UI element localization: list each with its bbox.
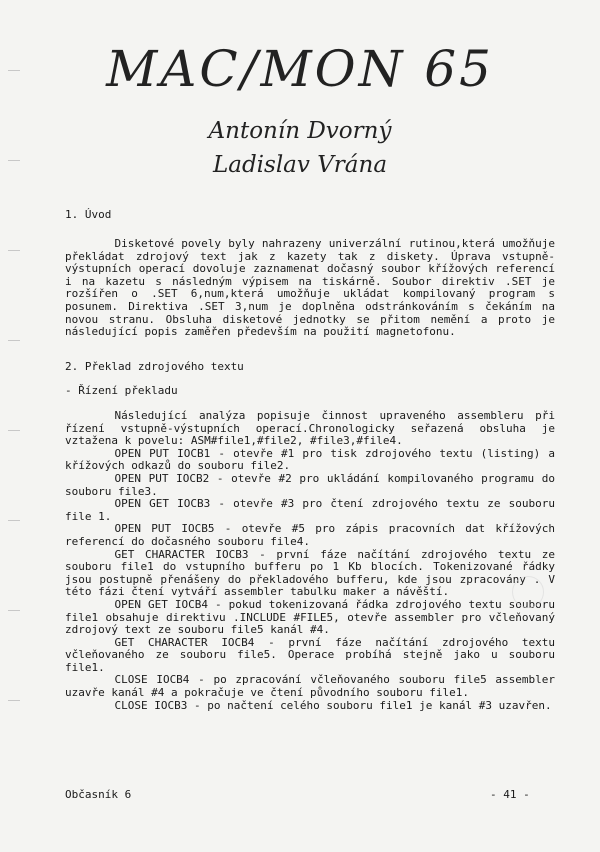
margin-mark	[8, 250, 20, 251]
margin-mark	[8, 430, 20, 431]
section-2-heading: 2. Překlad zdrojového textu	[65, 360, 244, 373]
paragraph: OPEN PUT IOCB5 - otevře #5 pro zápis pracovních dat křížových referencí do dočasného souboru file4.	[65, 522, 555, 548]
author-1: Antonín Dvorný	[208, 118, 392, 144]
faint-stamp-mark	[512, 576, 544, 608]
paragraph: OPEN GET IOCB3 - otevře #3 pro čtení zdrojového textu ze souboru file 1.	[65, 497, 555, 523]
paragraph: GET CHARACTER IOCB4 - první fáze načítání zdrojového textu včleňovaného ze souboru file5. Operace probíhá stejně jako u souboru file1.	[65, 635, 555, 674]
author-2: Ladislav Vrána	[212, 152, 388, 178]
margin-mark	[8, 520, 20, 521]
paragraph: Následující analýza popisuje činnost upraveného assembleru při řízení vstupně-výstupních operací.Chronologicky seřazená obsluha je vztažena k povelu: ASM#file1,#file2, #file3,#file4.	[65, 409, 555, 448]
paragraph: Disketové povely byly nahrazeny univerzální rutinou,která umožňuje překládat zdrojový text jak z kazety tak z diskety. Úprava vstupně-výstupních operací dovoluje zaznamenat dočasný soubor křížových referencí i na kazetu s následným výpisem na tiskárně. Soubor direktiv .SET je rozšířen o .SET 6,num,která umožňuje ukládat kompilovaný program s posunem. Direktiva .SET 3,num je doplněna odstránkováním s čekáním na novou stranu. Obsluha disketové jednotky se přitom nemění a proto je následující popis zaměřen především na použití magnetofonu.	[65, 237, 555, 339]
paragraph: OPEN PUT IOCB2 - otevře #2 pro ukládání kompilovaného programu do souboru file3.	[65, 471, 555, 498]
paragraph: CLOSE IOCB4 - po zpracování včleňovaného souboru file5 assembler uzavře kanál #4 a pokračuje ve čtení původního souboru file1.	[65, 673, 555, 700]
margin-mark	[8, 610, 20, 611]
paragraph: GET CHARACTER IOCB3 - první fáze načítání zdrojového textu ze souboru file1 do vstupního bufferu po 1 Kb blocích. Tokenizované řádky jsou postupně přenášeny do překladového bufferu, kde jsou zpracovány . V této fázi čtení vytváří assembler tabulku maker a návěští.	[65, 547, 555, 599]
footer-publication: Občasník 6	[65, 788, 132, 801]
margin-mark	[8, 340, 20, 341]
document-title: MAC/MON 65	[106, 40, 494, 98]
margin-mark	[8, 700, 20, 701]
paragraph: CLOSE IOCB3 - po načtení celého souboru file1 je kanál #3 uzavřen.	[114, 698, 552, 712]
section-1-heading: 1. Úvod	[65, 208, 112, 221]
section-2-subheading: - Řízení překladu	[65, 384, 178, 397]
paragraph: OPEN GET IOCB4 - pokud tokenizovaná řádka zdrojového textu souboru file1 obsahuje direktivu .INCLUDE #FILE5, otevře assembler pro včleňovaný zdrojový text ze souboru file5 kanál #4.	[65, 597, 555, 637]
paragraph: OPEN PUT IOCB1 - otevře #1 pro tisk zdrojového textu (listing) a křížových odkazů do souboru file2.	[65, 446, 555, 473]
section-2-body	[65, 410, 555, 712]
page-number: - 41 -	[490, 788, 530, 801]
section-1-body	[65, 238, 555, 339]
